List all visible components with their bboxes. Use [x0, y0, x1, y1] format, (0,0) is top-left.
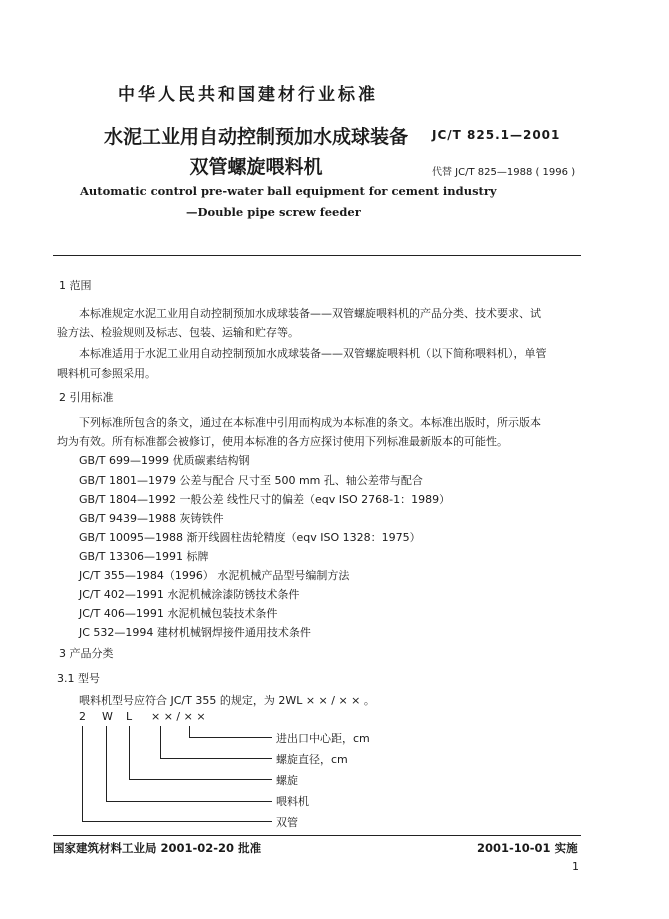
replaces-note: 代替 JC/T 825—1988 ( 1996 ) [432, 167, 576, 178]
leader-line [129, 726, 130, 780]
reference-item: GB/T 10095—1988 渐开线圆柱齿轮精度（eqv ISO 1328：1975） [79, 531, 421, 544]
page-number: 1 [572, 860, 579, 873]
model-label: 进出口中心距，cm [276, 732, 370, 745]
section3-heading: 3 产品分类 [59, 647, 114, 660]
issuer-approval: 国家建筑材料工业局 2001-02-20 批准 [53, 841, 262, 855]
leader-line [82, 726, 83, 822]
model-code-char: W [102, 710, 113, 723]
leader-line [82, 821, 272, 822]
leader-line [129, 779, 272, 780]
standard-code: JC/T 825.1—2001 [432, 128, 561, 142]
document-title-line2: 双管螺旋喂料机 [189, 156, 323, 178]
model-code-char: L [126, 710, 133, 723]
section1-para1-line2: 验方法、检验规则及标志、包装、运输和贮存等。 [57, 326, 299, 339]
section2-para-line2: 均为有效。所有标准都会被修订，使用本标准的各方应探讨使用下列标准最新版本的可能性。 [57, 435, 508, 448]
effective-date: 2001-10-01 实施 [477, 841, 578, 855]
reference-item: GB/T 9439—1988 灰铸铁件 [79, 512, 224, 525]
header-rule [53, 255, 581, 256]
reference-item: GB/T 1801—1979 公差与配合 尺寸至 500 mm 孔、轴公差带与配合 [79, 474, 423, 487]
section2-para-line1: 下列标准所包含的条文，通过在本标准中引用而构成为本标准的条文。本标准出版时，所示版本 [79, 416, 541, 429]
reference-item: JC/T 406—1991 水泥机械包装技术条件 [79, 607, 278, 620]
leader-line [160, 726, 161, 759]
model-label: 双管 [276, 816, 298, 829]
section2-heading: 2 引用标准 [59, 391, 114, 404]
document-title-line1: 水泥工业用自动控制预加水成球装备 [103, 126, 408, 148]
section1-para1-line1: 本标准规定水泥工业用自动控制预加水成球装备——双管螺旋喂料机的产品分类、技术要求、试 [79, 307, 541, 320]
section3-1-heading: 3.1 型号 [57, 672, 100, 685]
leader-line [106, 801, 272, 802]
english-title-line2: —Double pipe screw feeder [186, 205, 361, 219]
section1-para2-line2: 喂料机可参照采用。 [57, 367, 156, 380]
model-label: 喂料机 [276, 795, 309, 808]
reference-item: GB/T 699—1999 优质碳素结构钢 [79, 454, 250, 467]
english-title-line1: Automatic control pre-water ball equipment for cement industry [80, 184, 497, 198]
model-code-char: × × / × × [151, 710, 206, 723]
footer-rule [53, 835, 581, 836]
section1-para2-line1: 本标准适用于水泥工业用自动控制预加水成球装备——双管螺旋喂料机（以下简称喂料机），单管 [79, 347, 547, 360]
reference-item: GB/T 13306—1991 标牌 [79, 550, 209, 563]
reference-item: GB/T 1804—1992 一般公差 线性尺寸的偏差（eqv ISO 2768-1：1989） [79, 493, 451, 506]
model-rule-text: 喂料机型号应符合 JC/T 355 的规定，为 2WL × × / × × 。 [79, 694, 375, 707]
reference-item: JC/T 355—1984（1996） 水泥机械产品型号编制方法 [79, 569, 350, 582]
model-label: 螺旋 [276, 774, 298, 787]
section1-heading: 1 范围 [59, 279, 92, 292]
leader-line [189, 737, 272, 738]
leader-line [106, 726, 107, 802]
model-label: 螺旋直径，cm [276, 753, 348, 766]
standard-type-title: 中华人民共和国建材行业标准 [118, 85, 378, 105]
model-code-char: 2 [79, 710, 86, 723]
reference-item: JC 532—1994 建材机械钢焊接件通用技术条件 [79, 626, 311, 639]
leader-line [160, 758, 272, 759]
reference-item: JC/T 402—1991 水泥机械涂漆防锈技术条件 [79, 588, 300, 601]
